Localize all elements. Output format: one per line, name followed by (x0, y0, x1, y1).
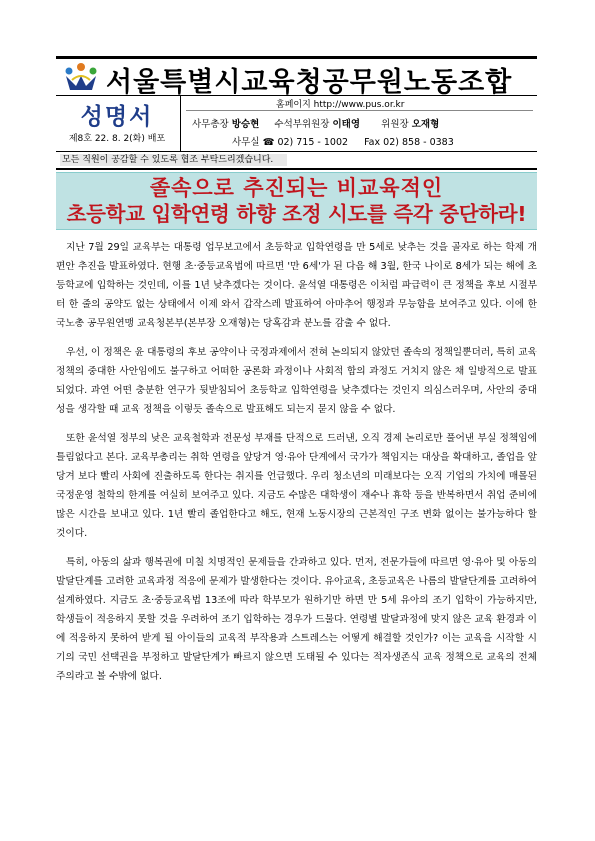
fax-number: 02) 858 - 0383 (383, 137, 454, 148)
union-name: 서울특별시교육청공무원노동조합 (106, 67, 513, 98)
divider (180, 96, 181, 151)
statement-meta (56, 96, 537, 152)
issue-info: 제8호 22. 8. 2(화) 배포 (68, 134, 166, 144)
secretary-name: 방승현 (231, 119, 260, 130)
contacts-box (186, 110, 533, 148)
headline-line-1: 졸속으로 추진되는 비교육적인 (149, 176, 444, 200)
office-line (232, 134, 454, 148)
headline-line-2: 초등학교 입학연령 하향 조정 시도를 즉각 중단하라! (66, 202, 527, 226)
vice-chair-title: 수석부위원장 (274, 119, 330, 130)
secretary-title: 사무총장 (192, 119, 229, 130)
slogan-bar (56, 152, 537, 170)
homepage-link[interactable]: http://www.pus.or.kr (313, 100, 405, 110)
phone-icon: ☎ (262, 137, 275, 148)
paragraph-3: 또한 윤석열 정부의 낮은 교육철학과 전문성 부재를 단적으로 드러낸, 오직 경제 논리로만 풀어낸 부실 정책임에 틀림없다고 본다. 교육부총리는 취학 연령을 앞당겨 영·유아 단계에서 국가가 책임지는 대상을 확대하고, 졸업을 앞당겨 보다 빨리 사회에 진출하도록 한다는 취지를 언급했다. 우리 청소년의 미래보다는 오직 기업의 가치에 매몰된 국정운영 철학의 한계를 여실히 보여주고 있다. 지금도 수많은 대학생이 재수나 휴학 등을 반복하면서 취업 준비에 많은 시간을 보내고 있다. 1년 빨리 졸업한다고 해도, 현재 노동시장의 근본적인 구조 변화 없이는 불가능하다 할 것이다. (56, 433, 537, 539)
office-label: 사무실 (232, 137, 260, 148)
chair-title: 위원장 (381, 119, 409, 130)
paragraph-2: 우선, 이 정책은 윤 대통령의 후보 공약이나 국정과제에서 전혀 논의되지 않았던 졸속의 정책일뿐더러, 특히 교육정책의 중대한 사안임에도 불구하고 어떠한 공론화 과정이나 사회적 합의 과정도 거치지 않은 채 일방적으로 발표되었다. 과연 어떤 충분한 연구가 뒷받침되어 초등학교 입학연령을 낮추겠다는 것인지 의심스러우며, 사안의 중대성을 생각할 때 교육 정책을 이렇듯 졸속으로 발표해도 되는지 묻지 않을 수 없다. (56, 347, 537, 415)
union-logo-icon (62, 62, 100, 92)
slogan-text: 모든 직원이 공감할 수 있도록 협조 부탁드리겠습니다. (60, 154, 287, 166)
officers-line (192, 116, 439, 130)
vice-chair-name: 이태영 (332, 119, 361, 130)
union-header (56, 56, 537, 96)
statement-page (56, 56, 537, 696)
headline-banner (56, 172, 537, 230)
phone-number: 02) 715 - 1002 (277, 137, 349, 148)
statement-body (56, 238, 537, 686)
paragraph-4: 특히, 아동의 삶과 행복권에 미칠 치명적인 문제들을 간과하고 있다. 먼저, 전문가들에 따르면 영·유아 및 아동의 발달단계를 고려한 교육과정 적응에 문제가 발생한다는 것이다. 유아교육, 초등교육은 나름의 발달단계를 고려하여 설계하였다. 지금도 초·중등교육법 13조에 따라 학부모가 원하기만 하면 만 5세 유아의 조기 입학이 가능하지만, 학생들이 적응하지 못할 것을 우려하여 조기 입학하는 경우가 드물다. 연령별 발달과정에 맞지 않은 교육 환경과 이에 적응하지 못하여 받게 될 아이들의 교육적 부작용과 스트레스는 어떻게 해결할 것인가? 이는 교육을 시작할 시기의 국민 선택권을 부정하고 발달단계가 빠르지 않으면 도태될 수 있다는 적자생존식 교육 정책으로 교육의 전체주의라고 볼 수밖에 없다. (56, 557, 537, 682)
chair-name: 오재형 (411, 119, 440, 130)
fax-label: Fax (364, 137, 381, 148)
homepage-label: 홈페이지 (276, 100, 311, 110)
paragraph-1: 지난 7월 29일 교육부는 대통령 업무보고에서 초등학교 입학연령을 만 5세로 낮추는 것을 골자로 하는 학제 개편안 추진을 발표하였다. 현행 초·중등교육법에 따르면 '만 6세'가 된 다음 해 3월, 한국 나이로 8세가 되는 해에 초등학교에 입학하는 것인데, 이를 1년 낮추겠다는 것이다. 윤석열 대통령은 이처럼 파급력이 큰 정책을 후보 시절부터 한 줄의 공약도 없는 상태에서 이제 와서 갑작스레 발표하여 아마추어 행정과 무능함을 보여주고 있다. 이에 한국노총 공무원연맹 교육청본부(본부장 오재형)는 당혹감과 분노를 감출 수 없다. (56, 242, 537, 329)
homepage-line (276, 97, 404, 110)
statement-title: 성명서 (80, 104, 154, 130)
